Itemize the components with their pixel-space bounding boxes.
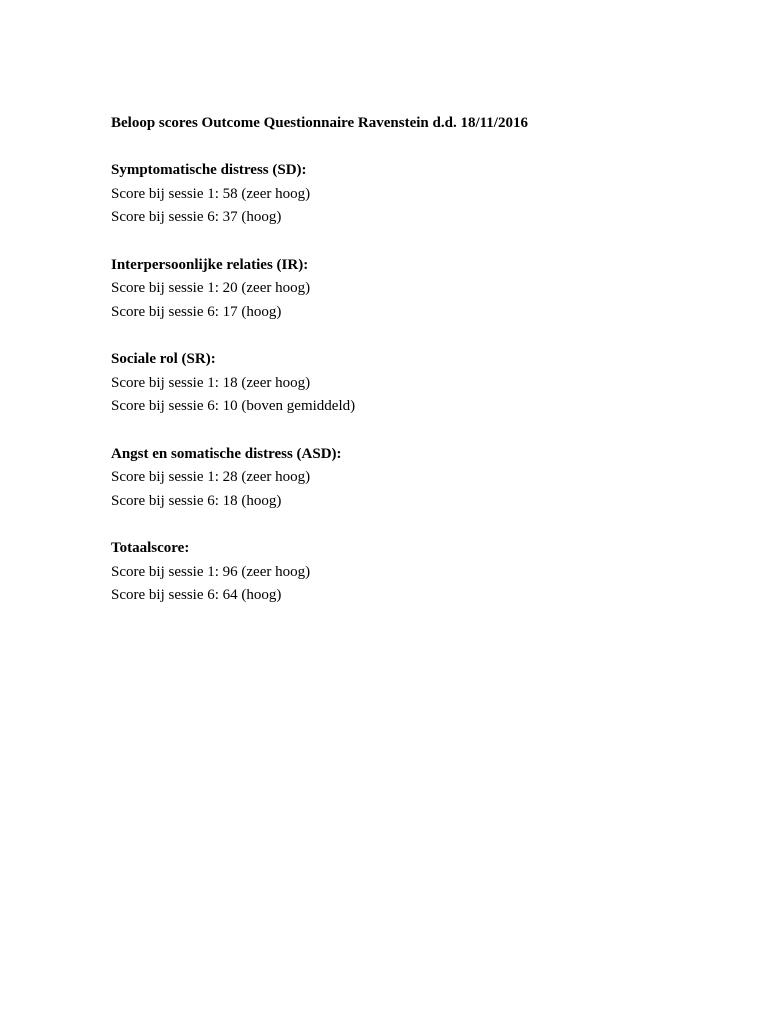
score-line-session-1: Score bij sessie 1: 20 (zeer hoog): [111, 280, 311, 296]
score-line-session-6: Score bij sessie 6: 17 (hoog): [111, 303, 282, 320]
score-line-session-6: Score bij sessie 6: 10 (boven gemiddeld): [111, 398, 356, 414]
score-line-session-1: Score bij sessie 1: 18 (zeer hoog): [111, 374, 311, 391]
document-page: [111, 112, 711, 632]
score-line-session-1: Score bij sessie 1: 96 (zeer hoog): [111, 563, 311, 580]
score-line-session-6: Score bij sessie 6: 64 (hoog): [111, 587, 282, 603]
section-anxiety-somatic-distress: [111, 443, 711, 514]
section-social-role: [111, 348, 711, 419]
section-heading: Totaalscore:: [111, 540, 190, 556]
score-line-session-6: Score bij sessie 6: 37 (hoog): [111, 209, 282, 225]
section-total-score: [111, 537, 711, 608]
score-line-session-1: Score bij sessie 1: 28 (zeer hoog): [111, 469, 311, 485]
section-symptomatic-distress: [111, 159, 711, 230]
section-heading: Sociale rol (SR):: [111, 351, 216, 367]
section-heading: Angst en somatische distress (ASD):: [111, 445, 342, 462]
score-line-session-6: Score bij sessie 6: 18 (hoog): [111, 492, 282, 509]
section-heading: Interpersoonlijke relaties (IR):: [111, 256, 309, 273]
section-interpersonal-relations: [111, 254, 711, 325]
section-heading: Symptomatische distress (SD):: [111, 162, 307, 178]
score-line-session-1: Score bij sessie 1: 58 (zeer hoog): [111, 185, 311, 202]
document-title: Beloop scores Outcome Questionnaire Ravenstein d.d. 18/11/2016: [111, 115, 528, 131]
